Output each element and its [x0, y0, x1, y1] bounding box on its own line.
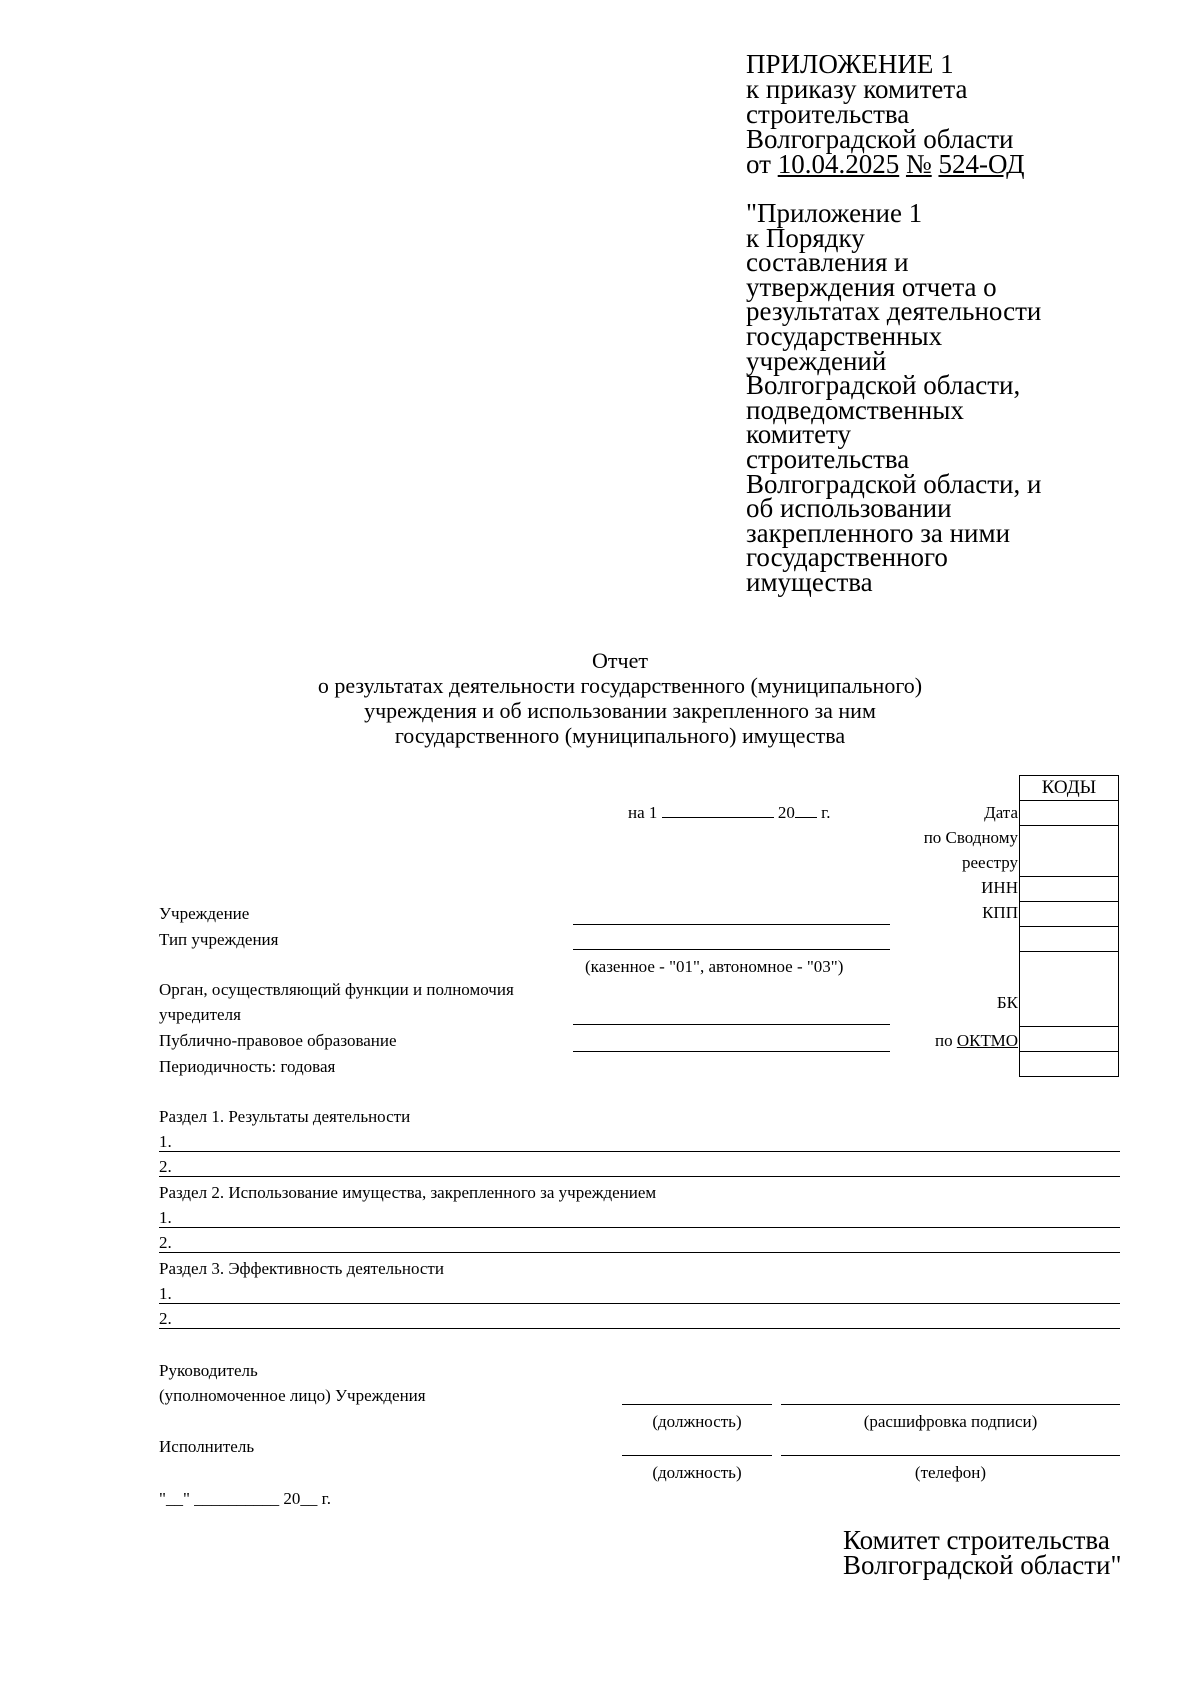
phone-caption: (телефон): [914, 1463, 987, 1482]
institution-type-field[interactable]: [573, 949, 890, 950]
section-2-item-2-line[interactable]: [159, 1252, 1120, 1253]
code-cell-period[interactable]: [1020, 1052, 1119, 1077]
section-2-title: Раздел 2. Использование имущества, закрепленного за учреждением: [159, 1183, 657, 1202]
appendix2-line: имущества: [746, 566, 873, 597]
municipality-field[interactable]: [573, 1051, 890, 1052]
sign-date-day: "__": [159, 1489, 190, 1508]
head-label: Руководитель: [159, 1361, 258, 1380]
head-position-field[interactable]: [622, 1404, 772, 1405]
section-3-item: 2.: [159, 1309, 172, 1328]
appendix-line: Волгоградской области: [746, 124, 1014, 154]
sign-date-line: [159, 1486, 331, 1511]
section-1-item-1-line[interactable]: [159, 1151, 1120, 1152]
founder-label-cont: учредителя: [159, 1005, 241, 1024]
periodicity-label: Периодичность: годовая: [159, 1057, 336, 1076]
appendix-line: строительства: [746, 99, 910, 129]
section-1-item: 1.: [159, 1132, 172, 1151]
appendix2-line: к Порядку: [746, 222, 865, 253]
section-2-item-1-line[interactable]: [159, 1227, 1120, 1228]
appendix-title: ПРИЛОЖЕНИЕ 1: [746, 49, 954, 79]
appendix-header: [746, 49, 1166, 179]
head-label-cont: (уполномоченное лицо) Учреждения: [159, 1386, 426, 1405]
appendix2-line: утверждения отчета о: [746, 271, 997, 302]
code-cell-kpp[interactable]: [1020, 902, 1119, 927]
number-sign: №: [905, 149, 932, 179]
report-title-line: учреждения и об использовании закрепленного за ним: [364, 698, 876, 723]
appendix2-line: строительства: [746, 443, 910, 474]
position-caption: (должность): [652, 1463, 742, 1482]
appendix2-line: закрепленного за ними: [746, 517, 1011, 548]
appendix2-line: Волгоградской области, и: [746, 468, 1042, 499]
report-title: [200, 648, 1040, 748]
section-3-item-1-line[interactable]: [159, 1303, 1120, 1304]
year-prefix: 20: [777, 803, 795, 822]
code-cell-date[interactable]: [1020, 801, 1119, 826]
code-cell-bk[interactable]: [1020, 952, 1119, 1027]
sign-date-year: 20__: [283, 1489, 318, 1508]
code-cell-oktmo[interactable]: [1020, 1027, 1119, 1052]
order-date: 10.04.2025: [777, 149, 900, 179]
appendix-block-2: [746, 198, 1166, 597]
executor-phone-field[interactable]: [781, 1455, 1120, 1456]
appendix2-line: комитету: [746, 419, 851, 450]
report-title-line: Отчет: [592, 648, 648, 673]
appendix-date-line: [746, 149, 1166, 179]
oktmo-prefix: по: [934, 1031, 953, 1050]
executor-label: Исполнитель: [159, 1437, 255, 1456]
date-prefix: от: [746, 149, 771, 179]
appendix2-line: Волгоградской области,: [746, 370, 1021, 401]
code-label-registry: по Сводному: [923, 828, 1018, 847]
code-cell-type[interactable]: [1020, 927, 1119, 952]
section-2-item: 2.: [159, 1233, 172, 1252]
section-1-item-2-line[interactable]: [159, 1176, 1120, 1177]
code-cell-inn[interactable]: [1020, 877, 1119, 902]
code-label-bk: БК: [996, 993, 1018, 1012]
appendix2-line: составления и: [746, 247, 909, 278]
head-signature-field[interactable]: [781, 1404, 1120, 1405]
sign-date-suffix: г.: [321, 1489, 331, 1508]
institution-label: Учреждение: [159, 904, 250, 923]
code-label-registry-cont: реестру: [962, 853, 1018, 872]
section-3-item-2-line[interactable]: [159, 1328, 1120, 1329]
institution-field[interactable]: [573, 924, 890, 925]
appendix2-line: подведомственных: [746, 394, 964, 425]
code-label-oktmo: [860, 1028, 1018, 1053]
code-label-inn: ИНН: [981, 878, 1018, 897]
footer: [843, 1525, 1122, 1580]
codes-table: [1019, 775, 1119, 1077]
appendix2-line: государственных: [746, 320, 943, 351]
section-3-item: 1.: [159, 1284, 172, 1303]
order-number: 524-ОД: [938, 149, 1025, 179]
report-title-line: о результатах деятельности государственного (муниципального): [317, 673, 923, 698]
section-3-title: Раздел 3. Эффективность деятельности: [159, 1259, 444, 1278]
report-date-line: [628, 800, 830, 825]
footer-line: Волгоградской области": [843, 1550, 1122, 1580]
section-2-item: 1.: [159, 1208, 172, 1227]
year-blank[interactable]: [795, 801, 817, 818]
code-label-kpp: КПП: [982, 903, 1018, 922]
position-caption: (должность): [652, 1412, 742, 1431]
appendix-line: к приказу комитета: [746, 74, 968, 104]
code-label-date: Дата: [984, 803, 1018, 822]
appendix2-line: результатах деятельности: [746, 296, 1042, 327]
founder-field[interactable]: [573, 1024, 890, 1025]
founder-label: Орган, осуществляющий функции и полномочия: [159, 980, 514, 999]
year-suffix: г.: [821, 803, 831, 822]
date-blank[interactable]: [662, 801, 774, 818]
appendix2-line: об использовании: [746, 493, 952, 524]
appendix2-line: государственного: [746, 542, 948, 573]
executor-position-field[interactable]: [622, 1455, 772, 1456]
footer-line: Комитет строительства: [843, 1525, 1110, 1555]
appendix2-line: "Приложение 1: [746, 198, 923, 228]
date-prefix: на 1: [628, 803, 658, 822]
oktmo-label: ОКТМО: [956, 1031, 1018, 1050]
sign-date-month: __________: [194, 1489, 280, 1508]
report-title-line: государственного (муниципального) имущества: [394, 723, 846, 748]
code-cell-registry[interactable]: [1020, 826, 1119, 877]
institution-type-label: Тип учреждения: [159, 930, 279, 949]
section-1-title: Раздел 1. Результаты деятельности: [159, 1107, 411, 1126]
codes-header: КОДЫ: [1020, 776, 1119, 801]
type-hint: (казенное - "01", автономное - "03"): [585, 957, 844, 976]
section-1-item: 2.: [159, 1157, 172, 1176]
municipality-label: Публично-правовое образование: [159, 1031, 397, 1050]
appendix2-line: учреждений: [746, 345, 887, 376]
decoding-caption: (расшифровка подписи): [863, 1412, 1038, 1431]
